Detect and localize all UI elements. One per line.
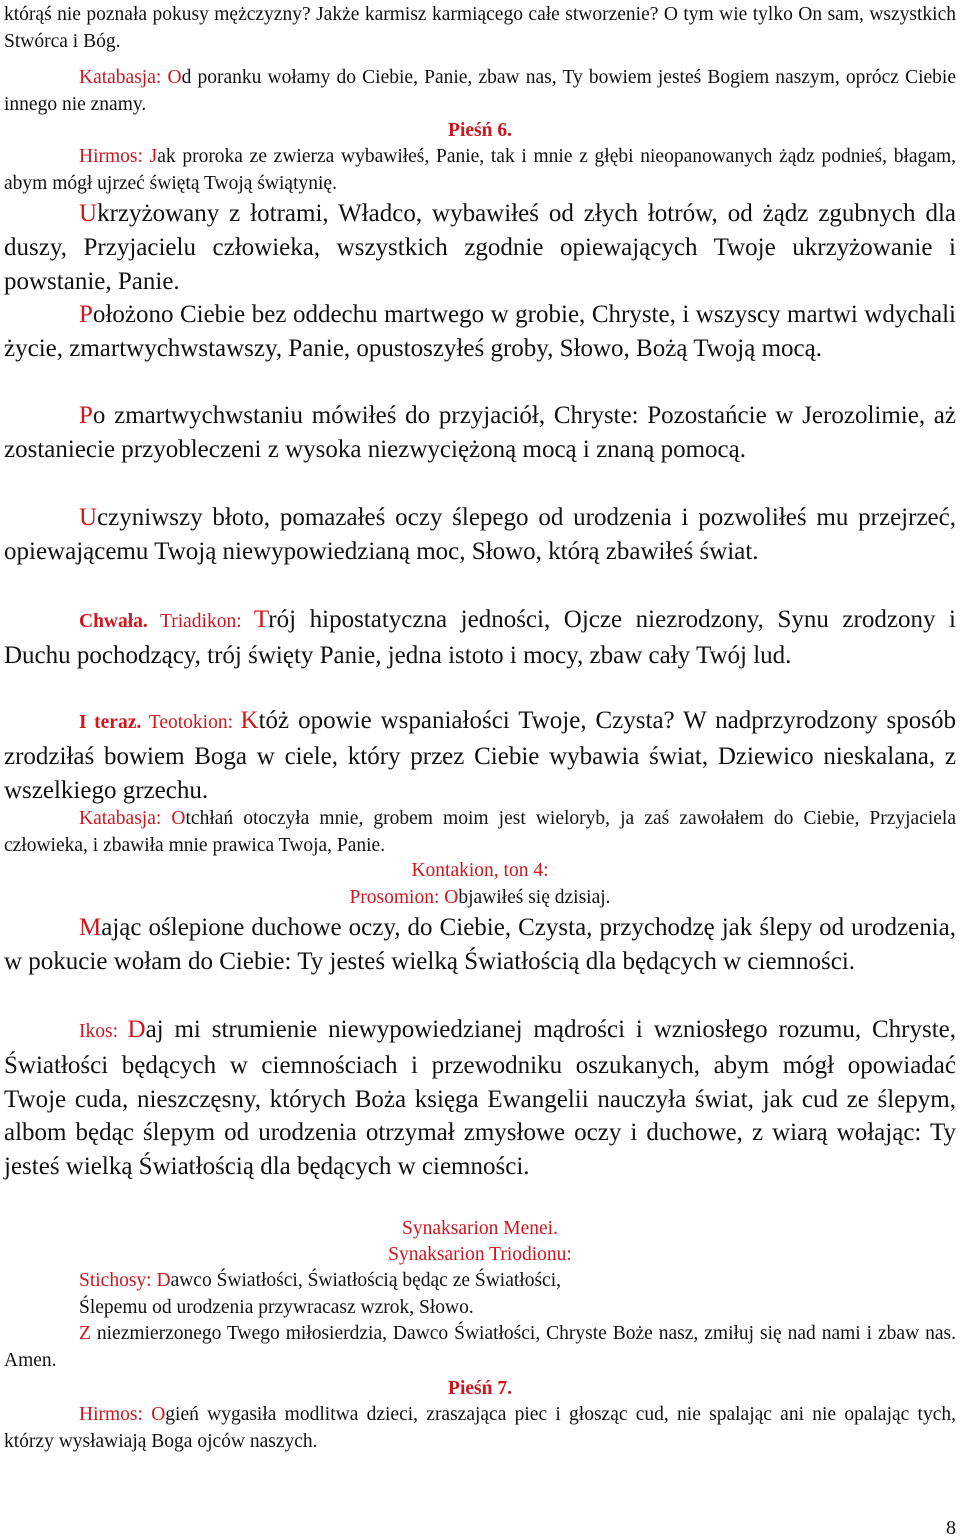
- glory-label: Chwała.: [79, 611, 161, 632]
- initial-letter: U: [79, 504, 98, 531]
- initial-letter: O: [171, 808, 186, 829]
- initial-letter: D: [156, 1270, 171, 1291]
- initial-letter: K: [240, 707, 259, 734]
- paragraph-text: którąś nie poznała pokusy mężczyzny? Jakże karmisz karmiącego całe stworzenie? O tym wie tylko On sam, wszystkich Stwórca i Bóg.: [4, 4, 956, 52]
- katabasja-paragraph: [4, 806, 956, 859]
- kontakion-paragraph: [4, 911, 956, 979]
- teotokion-label: Teotokion:: [148, 712, 241, 733]
- hirmos-label: Hirmos:: [79, 1404, 152, 1425]
- initial-letter: Z: [79, 1323, 91, 1344]
- paragraph-text: d poranku wołamy do Ciebie, Panie, zbaw nas, Ty bowiem jesteś Bogiem naszym, oprócz Ciebie innego nie znamy.: [4, 67, 957, 115]
- paragraph-text: ak proroka ze zwierza wybawiłeś, Panie, tak i mnie z głębi nieopanowanych żądz podnieś, błagam, abym mógł ujrzeć świętą Twoją świątynię.: [4, 146, 956, 194]
- hirmos-paragraph: [4, 144, 956, 197]
- paragraph-text: rój hipostatyczna jedności, Ojcze niezrodzony, Synu zrodzony i Duchu pochodzący, trój święty Panie, jedna istoto i mocy, zbaw cały Twój lud.: [4, 606, 956, 669]
- initial-letter: D: [127, 1016, 146, 1043]
- ikos-paragraph: [4, 1013, 956, 1184]
- prosomion-label: Prosomion:: [349, 887, 445, 908]
- paragraph-text: tóż opowie wspaniałości Twoje, Czysta? W nadprzyrodzony sposób zrodziłaś bowiem Boga w ciele, który przez Ciebie wybawia świat, Dziewico nieskalana, z wszelkiego grzechu.: [4, 707, 956, 804]
- paragraph-text: tchłań otoczyła mnie, grobem moim jest wieloryb, ja zaś zawołałem do Ciebie, Przyjaciela człowieka, i zbawiła mnie prawica Twoja, Panie.: [4, 808, 956, 856]
- troparion-paragraph: [4, 399, 956, 467]
- paragraph-text: krzyżowany z łotrami, Władco, wybawiłeś od złych łotrów, od żądz zgubnych dla duszy, Przyjacielu człowieka, wszystkich zgodnie opiewających Twoje ukrzyżowanie i powstanie, Panie.: [4, 200, 956, 295]
- paragraph-text: gień wygasiła modlitwa dzieci, zraszająca piec i głosząc cud, nie spalając ani nie opalając tych, którzy wysławiają Boga ojców naszych.: [4, 1404, 957, 1452]
- kontakion-heading: Kontakion, ton 4:: [411, 860, 549, 881]
- ikos-label: Ikos:: [79, 1021, 128, 1042]
- paragraph-text: bjawiłeś się dzisiaj.: [458, 887, 611, 908]
- triadikon-label: Triadikon:: [160, 611, 254, 632]
- katabasja-label: Katabasja:: [79, 808, 172, 829]
- troparion-paragraph: [4, 197, 956, 298]
- initial-letter: O: [444, 887, 459, 908]
- paragraph-text: aj mi strumienie niewypowiedzianej mądrości i wzniosłego rozumu, Chryste, Światłości będących w ciemnościach i przewodniku oszukanych, abym mógł opowiadać Twoje cuda, nieszczęsny, których Boża księga Ewangelii nauczyła świat, jak cud ze ślepym, albom będąc ślepym od urodzenia otrzymał zmysłowe oczy i duchowe, z wiarą wołając: Ty jesteś wielką Światłością dla będących w ciemności.: [4, 1016, 956, 1181]
- katabasja-paragraph: [4, 65, 956, 118]
- paragraph-text: ając oślepione duchowe oczy, do Ciebie, Czysta, przychodzę jak ślepy od urodzenia, w pokucie wołam do Ciebie: Ty jesteś wielką Światłością dla będących w ciemności.: [4, 914, 956, 975]
- now-label: I teraz.: [79, 712, 149, 733]
- synaksarion-triodion-heading: Synaksarion Triodionu:: [388, 1244, 572, 1265]
- synaksarion-menei-heading: Synaksarion Menei.: [402, 1218, 558, 1239]
- initial-letter: O: [167, 67, 182, 88]
- initial-letter: U: [79, 200, 98, 227]
- teotokion-paragraph: [4, 704, 956, 807]
- stichosy-label: Stichosy:: [79, 1270, 157, 1291]
- initial-letter: J: [149, 146, 158, 167]
- prayer-paragraph: [4, 1321, 956, 1374]
- initial-letter: O: [151, 1404, 166, 1425]
- initial-letter: P: [79, 301, 93, 328]
- ode-heading: Pieśń 7.: [448, 1378, 512, 1399]
- hirmos-paragraph: [4, 1402, 956, 1455]
- triadikon-paragraph: [4, 603, 956, 673]
- prosomion-line: [4, 885, 956, 912]
- page-number: 8: [946, 1517, 956, 1539]
- troparion-paragraph: [4, 501, 956, 569]
- paragraph-text: o zmartwychwstaniu mówiłeś do przyjaciół, Chryste: Pozostańcie w Jerozolimie, aż zostaniecie przyobleczeni z wysoka niezwyciężoną mocą i znaną pomocą.: [4, 402, 956, 463]
- paragraph-text: czyniwszy błoto, pomazałeś oczy ślepego od urodzenia i pozwoliłeś mu przejrzeć, opiewającemu Twoją niewypowiedzianą moc, Słowo, którą zbawiłeś świat.: [4, 504, 956, 565]
- paragraph-text: ołożono Ciebie bez oddechu martwego w grobie, Chryste, i wszyscy martwi wdychali życie, zmartwychwstawszy, Panie, opustoszyłeś groby, Słowo, Bożą Twoją mocą.: [4, 301, 956, 362]
- initial-letter: T: [253, 606, 269, 633]
- initial-letter: M: [79, 914, 102, 941]
- stichosy-line: [4, 1295, 956, 1322]
- paragraph-text: niezmierzonego Twego miłosierdzia, Dawco Światłości, Chryste Boże nasz, zmiłuj się nad nami i zbaw nas. Amen.: [4, 1323, 956, 1371]
- stichosy-line: [4, 1268, 956, 1295]
- troparion-paragraph: [4, 298, 956, 366]
- katabasja-label: Katabasja:: [79, 67, 168, 88]
- initial-letter: P: [79, 402, 93, 429]
- paragraph-continuation: [4, 2, 956, 55]
- hirmos-label: Hirmos:: [79, 146, 150, 167]
- paragraph-text: Ślepemu od urodzenia przywracasz wzrok, Słowo.: [79, 1297, 474, 1318]
- paragraph-text: awco Światłości, Światłością będąc ze Światłości,: [170, 1270, 562, 1291]
- ode-heading: Pieśń 6.: [448, 120, 512, 141]
